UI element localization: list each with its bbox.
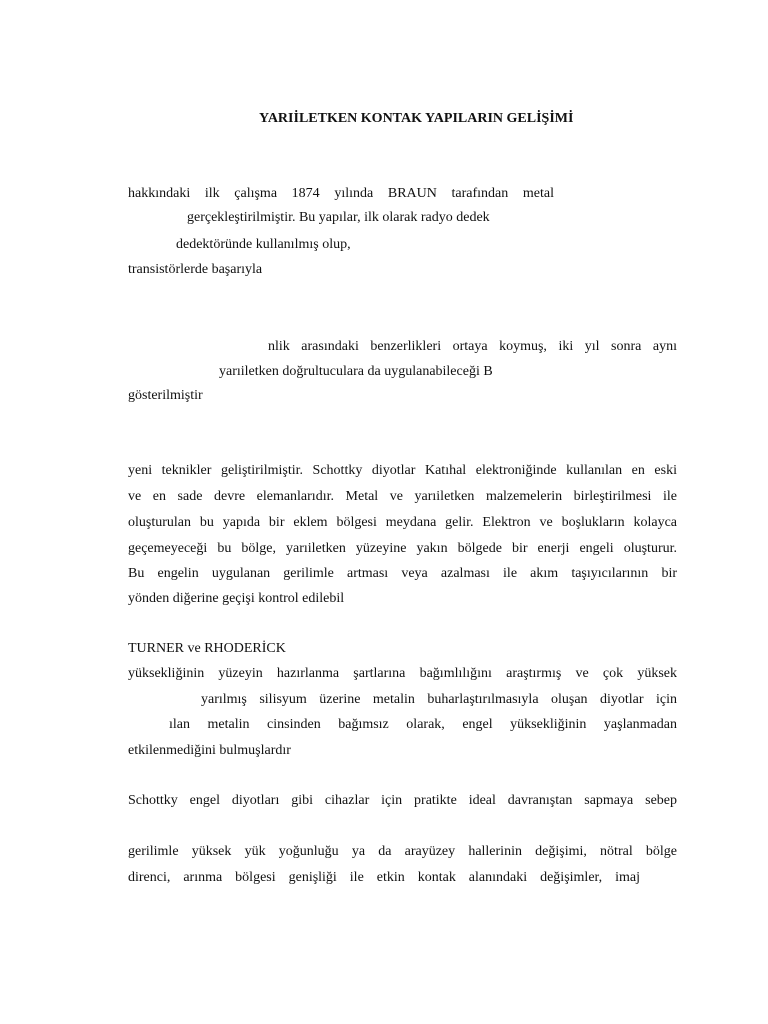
text-line: yarılmış silisyum üzerine metalin buharlaştırılmasıyla oluşan diyotlar için (201, 692, 677, 707)
text-line: nlik arasındaki benzerlikleri ortaya koymuş, iki yıl sonra aynı (268, 339, 677, 354)
text-line: dedektöründe kullanılmış olup, (176, 237, 351, 252)
text-line: ve en sade devre elemanlarıdır. Metal ve yarıiletken malzemelerin birleştirilmesi ile (128, 489, 677, 504)
text-line: yönden diğerine geçişi kontrol edilebil (128, 591, 345, 606)
text-line: geçemeyeceği bu bölge, yarıiletken yüzeyine yakın bölgede bir enerji engeli oluşturur. (128, 541, 677, 556)
text-line: Bu engelin uygulanan gerilimle artması veya azalması ile akım taşıyıcılarının bir (128, 566, 677, 581)
text-line: gösterilmiştir (128, 388, 203, 403)
text-line: yarıiletken doğrultuculara da uygulanabileceği B (219, 364, 493, 379)
text-line: yeni teknikler geliştirilmiştir. Schottky diyotlar Katıhal elektroniğinde kullanılan en eski (128, 463, 677, 478)
text-line: etkilenmediğini bulmuşlardır (128, 743, 291, 758)
text-line: direnci, arınma bölgesi genişliği ile etkin kontak alanındaki değişimler, imaj (128, 870, 640, 885)
text-line: Schottky engel diyotları gibi cihazlar için pratikte ideal davranıştan sapmaya sebep (128, 793, 677, 808)
text-line: hakkındaki ilk çalışma 1874 yılında BRAUN tarafından metal (128, 186, 554, 201)
text-line: gerilimle yüksek yük yoğunluğu ya da arayüzey hallerinin değişimi, nötral bölge (128, 844, 677, 859)
text-line: yüksekliğinin yüzeyin hazırlanma şartlarına bağımlılığını araştırmış ve çok yüksek (128, 666, 677, 681)
text-line: gerçekleştirilmiştir. Bu yapılar, ilk olarak radyo dedek (187, 210, 490, 225)
document-title: YARIİLETKEN KONTAK YAPILARIN GELİŞİMİ (259, 111, 574, 126)
text-line: TURNER ve RHODERİCK (128, 641, 286, 656)
text-line: ılan metalin cinsinden bağımsız olarak, engel yüksekliğinin yaşlanmadan (169, 717, 677, 732)
text-line: transistörlerde başarıyla (128, 262, 263, 277)
text-line: oluşturulan bu yapıda bir eklem bölgesi meydana gelir. Elektron ve boşlukların kolayca (128, 515, 677, 530)
